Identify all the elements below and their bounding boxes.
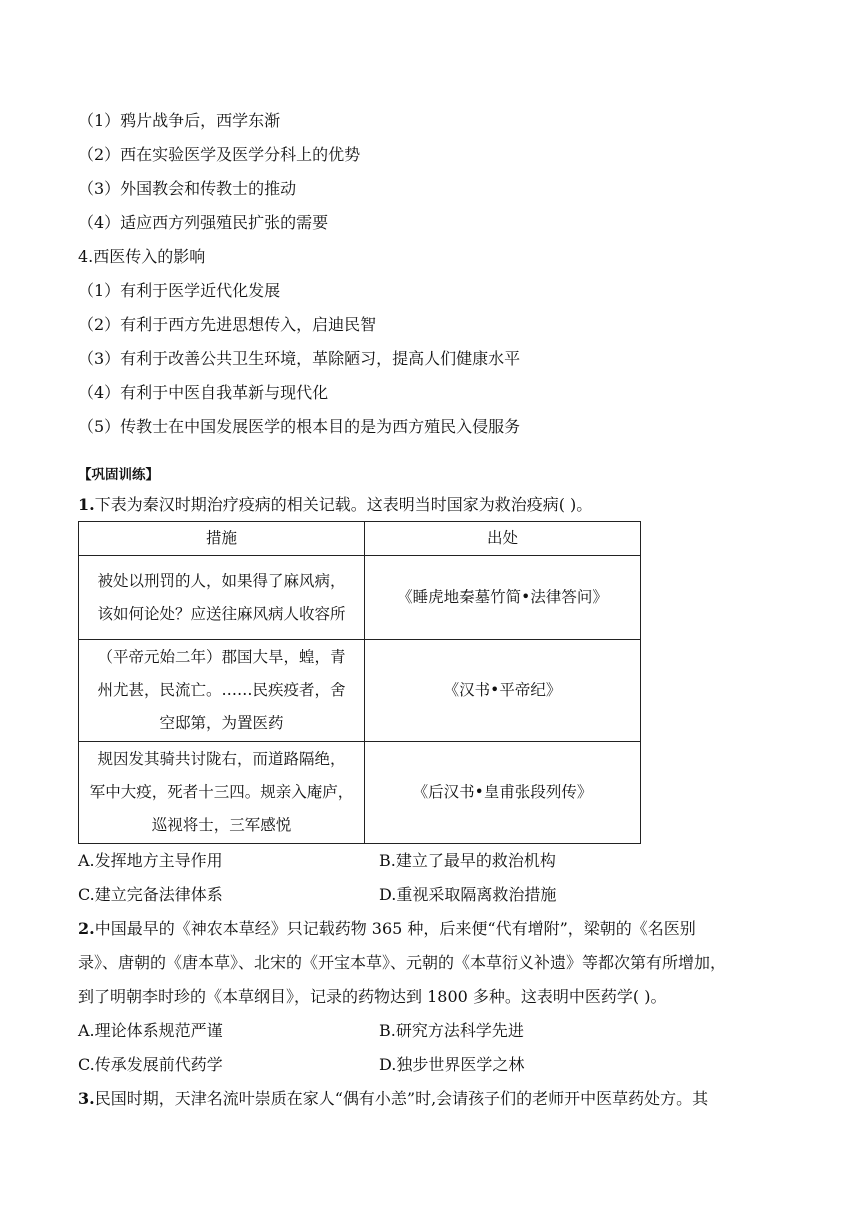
table-row (79, 742, 641, 844)
measure-line: 规因发其骑共讨陇右，而道路隔绝， (97, 750, 346, 768)
question-number: 2. (78, 919, 95, 938)
source-cell: 《汉书•平帝纪》 (365, 640, 641, 742)
question-2-stem-line-3: 到了明朝李时珍的《本草纲目》，记录的药物达到 1800 多种。这表明中医药学( )。 (78, 987, 667, 1006)
impact-3: （3）有利于改善公共卫生环境，革除陋习，提高人们健康水平 (78, 349, 521, 368)
source-cell: 《睡虎地秦墓竹简•法律答问》 (365, 556, 641, 640)
table-header-measure: 措施 (79, 522, 365, 556)
section-title: 【巩固训练】 (78, 467, 159, 483)
source-cell: 《后汉书•皇甫张段列传》 (365, 742, 641, 844)
q1-option-a: A.发挥地方主导作用 (78, 851, 223, 870)
factor-4: （4）适应西方列强殖民扩张的需要 (78, 213, 329, 232)
question-3-stem (78, 1088, 708, 1110)
impact-2: （2）有利于西方先进思想传入，启迪民智 (78, 315, 377, 334)
q1-option-c: C.建立完备法律体系 (78, 885, 223, 904)
measure-line: （平帝元始二年）郡国大旱，蝗，青 (97, 648, 346, 666)
measure-cell (79, 640, 365, 742)
measure-line: 州尤甚，民流亡。……民疾疫者，舍 (97, 681, 346, 699)
question-text: 下表为秦汉时期治疗疫病的相关记载。这表明当时国家为救治疫病( )。 (94, 495, 593, 514)
measure-line: 被处以刑罚的人，如果得了麻风病， (97, 571, 346, 590)
measure-line: 该如何论处？应送往麻风病人收容所 (97, 604, 346, 623)
q1-option-d: D.重视采取隔离救治措施 (379, 885, 557, 904)
impact-5: （5）传教士在中国发展医学的根本目的是为西方殖民入侵服务 (78, 417, 521, 436)
table-row (79, 640, 641, 742)
factor-1: （1）鸦片战争后，西学东渐 (78, 111, 281, 130)
measure-line: 空邸第，为置医药 (159, 714, 284, 732)
records-table (78, 521, 641, 844)
q2-option-b: B.研究方法科学先进 (379, 1021, 524, 1040)
q2-option-d: D.独步世界医学之林 (379, 1055, 525, 1074)
q2-option-a: A.理论体系规范严谨 (78, 1021, 223, 1040)
q1-option-b: B.建立了最早的救治机构 (379, 851, 556, 870)
measure-line: 巡视将士，三军感悦 (151, 816, 292, 834)
factor-2: （2）西在实验医学及医学分科上的优势 (78, 145, 361, 164)
question-text: 中国最早的《神农本草经》只记载药物 365 种，后来便“代有增附”，梁朝的《名医别 (94, 919, 696, 938)
factor-3: （3）外国教会和传教士的推动 (78, 179, 297, 198)
question-text: 民国时期，天津名流叶崇质在家人“偶有小恙”时,会请孩子们的老师开中医草药处方。其 (94, 1089, 709, 1108)
impact-1: （1）有利于医学近代化发展 (78, 281, 281, 300)
impact-heading: 4.西医传入的影响 (78, 247, 206, 266)
question-number: 3. (78, 1089, 95, 1108)
question-2-stem-line-1 (78, 918, 696, 940)
question-2-stem-line-2: 录》、唐朝的《唐本草》、北宋的《开宝本草》、元朝的《本草衍义补遗》等都次第有所增加， (78, 953, 727, 972)
q2-option-c: C.传承发展前代药学 (78, 1055, 223, 1074)
question-1-stem (78, 494, 592, 516)
impact-4: （4）有利于中医自我革新与现代化 (78, 383, 329, 402)
question-number: 1. (78, 495, 95, 514)
table-row (79, 556, 641, 640)
table-header-source: 出处 (365, 522, 641, 556)
measure-cell (79, 742, 365, 844)
measure-line: 军中大疫，死者十三四。规亲入庵庐， (89, 783, 354, 801)
measure-cell (79, 556, 365, 640)
